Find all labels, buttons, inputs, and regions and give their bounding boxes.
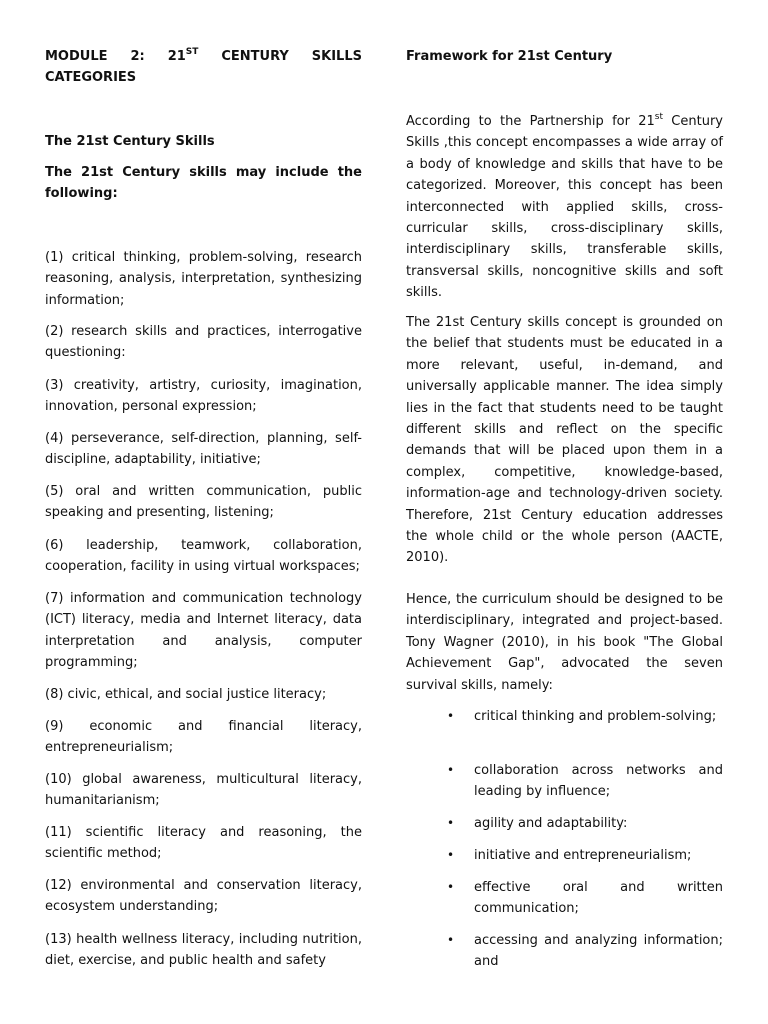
list-item: • collaboration across networks and leading by influence; [474,760,723,803]
skill-item-8: (8) civic, ethical, and social justice literacy; [45,687,327,702]
bullet-icon: • [447,709,455,723]
bullet-icon: • [447,880,455,894]
list-item: • critical thinking and problem-solving; [474,706,723,727]
skill-item-4: (4) perseverance, self-direction, planning, self-discipline, adaptability, initiative; [45,431,362,468]
skill-item-12: (12) environmental and conservation literacy, ecosystem understanding; [45,878,362,915]
skill-item-10: (10) global awareness, multicultural literacy, humanitarianism; [45,772,362,809]
skill-item-2: (2) research skills and practices, interrogative questioning: [45,324,362,361]
framework-paragraph-1: According to the Partnership for 21st Century Skills ,this concept encompasses a wide array of a body of knowledge and skills that have to be categorized. Moreover, this concept has been interconnected with applied skills, cross-curricular skills, cross-disciplinary skills, interdisciplinary skills, transferable skills, transversal skills, noncognitive skills and soft skills. [406,112,723,301]
module-title-word: MODULE [45,49,108,64]
intro-text: The 21st Century skills may include the following: [45,165,362,202]
bullet-icon: • [447,848,455,862]
skill-item-5: (5) oral and written communication, public speaking and presenting, listening; [45,484,362,521]
skill-item-9: (9) economic and financial literacy, entrepreneurialism; [45,719,362,756]
list-item: • initiative and entrepreneurialism; [474,845,723,866]
bullet-icon: • [447,763,455,777]
module-title-line2: CATEGORIES [45,70,137,85]
section-heading: The 21st Century Skills [45,134,215,149]
skill-item-3: (3) creativity, artistry, curiosity, imagination, innovation, personal expression; [45,378,362,415]
skill-item-11: (11) scientific literacy and reasoning, the scientific method; [45,825,362,862]
bullet-icon: • [447,933,455,947]
module-title-word: SKILLS [311,49,362,64]
skill-item-7: (7) information and communication technology (ICT) literacy, media and Internet literacy, data interpretation and analysis, computer programming; [45,591,362,671]
module-title-word: 21ST [167,47,199,64]
module-title-word: 2: [130,49,145,64]
list-item: • accessing and analyzing information; and [474,930,723,973]
list-item: • agility and adaptability: [474,813,723,834]
list-item: • effective oral and written communication; [474,877,723,920]
skill-item-13: (13) health wellness literacy, including nutrition, diet, exercise, and public health and safety [45,932,362,969]
bullet-icon: • [447,816,455,830]
skill-item-6: (6) leadership, teamwork, collaboration, cooperation, facility in using virtual workspaces; [45,538,362,575]
module-title [45,46,362,88]
framework-title: Framework for 21st Century [406,49,613,64]
framework-paragraph-2: The 21st Century skills concept is grounded on the belief that students must be educated in a more relevant, useful, in-demand, and universally applicable manner. The idea simply lies in the fact that students need to be taught different skills and reflect on the specific demands that will be placed upon them in a complex, competitive, knowledge-based, information-age and technology-driven society. Therefore, 21st Century education addresses the whole child or the whole person (AACTE, 2010). [406,315,723,566]
framework-paragraph-3: Hence, the curriculum should be designed to be interdisciplinary, integrated and project-based. Tony Wagner (2010), in his book "The Global Achievement Gap", advocated the seven survival skills, namely: [406,592,723,693]
skill-item-1: (1) critical thinking, problem-solving, research reasoning, analysis, interpretation, synthesizing information; [45,250,362,308]
module-title-word: CENTURY [221,49,289,64]
